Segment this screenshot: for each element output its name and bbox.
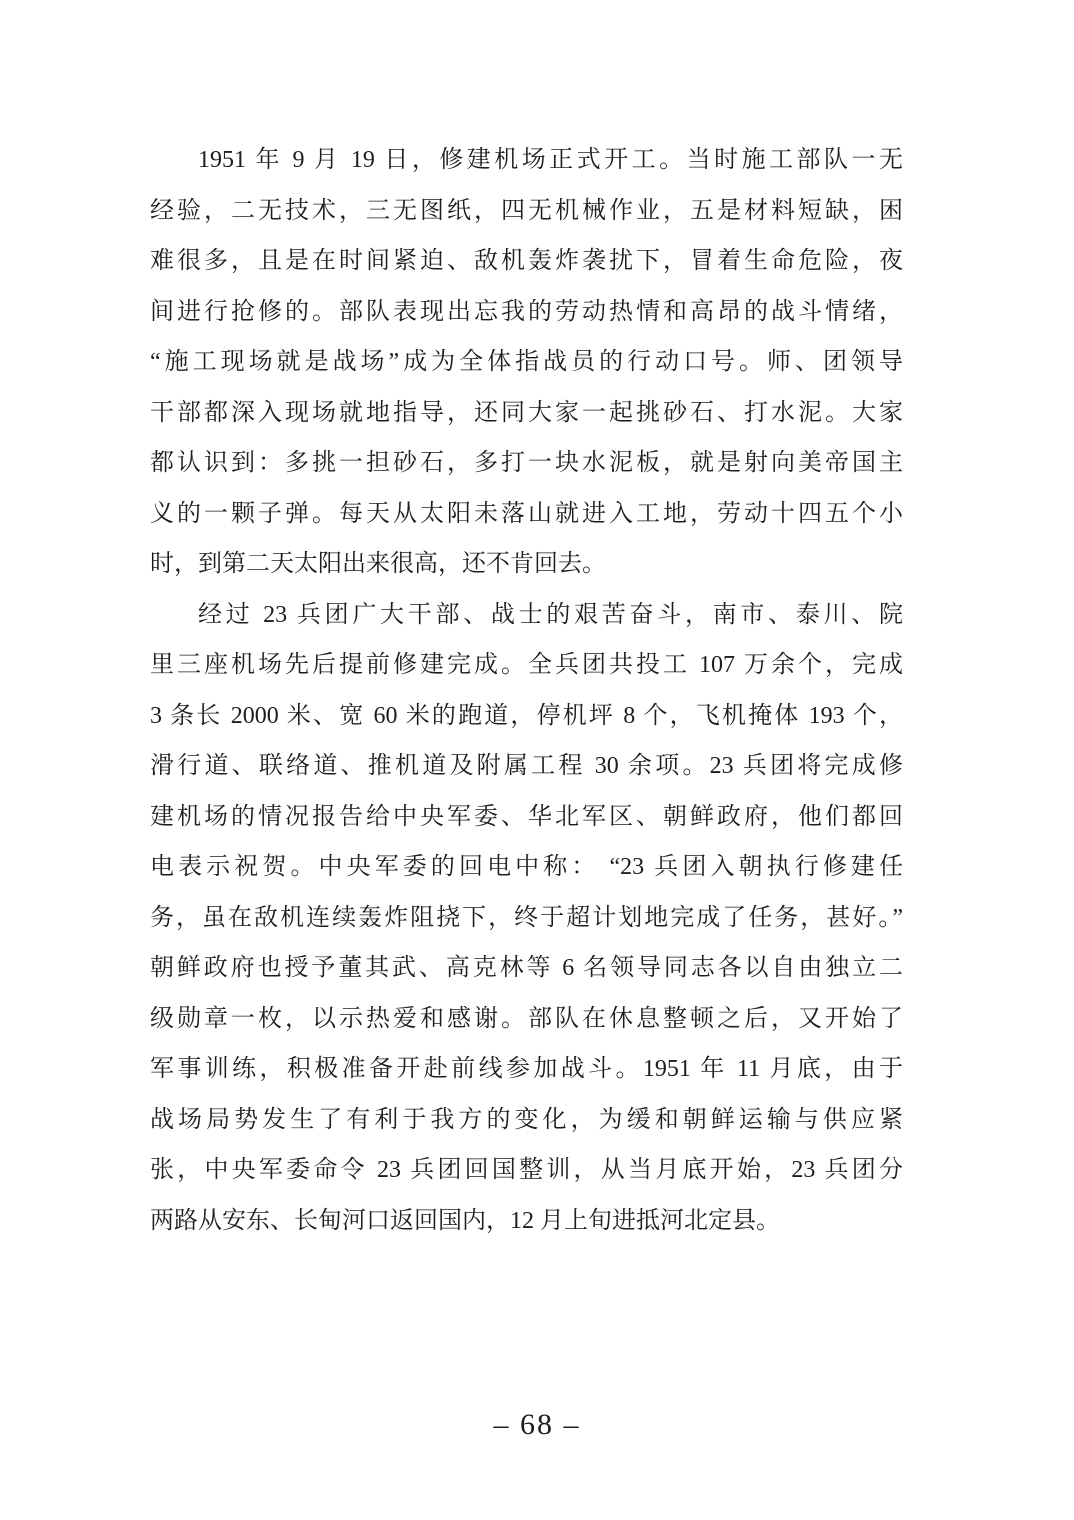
text-line: “施工现场就是战场”成为全体指战员的行动口号。师、团领导 bbox=[150, 349, 903, 375]
text-line: 两路从安东、长甸河口返回国内，12 月上旬进抵河北定县。 bbox=[150, 1207, 780, 1234]
text-line: 义的一颗子弹。每天从太阳未落山就进入工地，劳动十四五个小 bbox=[150, 500, 903, 527]
text-line: 朝鲜政府也授予董其武、高克林等 6 名领导同志各以自由独立二 bbox=[150, 955, 903, 981]
text-line: 张，中央军委命令 23 兵团回国整训，从当月底开始，23 兵团分 bbox=[150, 1157, 903, 1183]
text-line: 都认识到：多挑一担砂石，多打一块水泥板，就是射向美帝国主 bbox=[150, 450, 903, 476]
text-line: 干部都深入现场就地指导，还同大家一起挑砂石、打水泥。大家 bbox=[150, 399, 903, 426]
text-line: 军事训练，积极准备开赴前线参加战斗。1951 年 11 月底，由于 bbox=[150, 1056, 903, 1082]
text-line: 经验，二无技术，三无图纸，四无机械作业，五是材料短缺，困 bbox=[150, 197, 903, 224]
text-line: 战场局势发生了有利于我方的变化，为缓和朝鲜运输与供应紧 bbox=[150, 1106, 903, 1133]
text-line: 滑行道、联络道、推机道及附属工程 30 余项。23 兵团将完成修 bbox=[150, 753, 903, 779]
page-number: – 68 – bbox=[493, 1408, 581, 1441]
text-line: 1951 年 9 月 19 日，修建机场正式开工。当时施工部队一无 bbox=[198, 147, 903, 173]
text-line: 务，虽在敌机连续轰炸阻挠下，终于超计划地完成了任务，甚好。” bbox=[150, 904, 903, 931]
body-text bbox=[150, 135, 903, 1246]
text-line: 难很多，且是在时间紧迫、敌机轰炸袭扰下，冒着生命危险，夜 bbox=[150, 248, 903, 274]
text-line: 电表示祝贺。中央军委的回电中称： “23 兵团入朝执行修建任 bbox=[150, 854, 903, 880]
text-line: 级勋章一枚，以示热爱和感谢。部队在休息整顿之后，又开始了 bbox=[150, 1005, 903, 1032]
text-line: 经过 23 兵团广大干部、战士的艰苦奋斗，南市、泰川、院 bbox=[198, 601, 903, 628]
text-line: 3 条长 2000 米、宽 60 米的跑道，停机坪 8 个，飞机掩体 193 个， bbox=[150, 702, 903, 729]
text-line: 里三座机场先后提前修建完成。全兵团共投工 107 万余个，完成 bbox=[150, 652, 903, 678]
text-line: 间进行抢修的。部队表现出忘我的劳动热情和高昂的战斗情绪， bbox=[150, 298, 903, 325]
text-line: 建机场的情况报告给中央军委、华北军区、朝鲜政府，他们都回 bbox=[150, 803, 903, 830]
text-line: 时，到第二天太阳出来很高，还不肯回去。 bbox=[150, 551, 606, 577]
